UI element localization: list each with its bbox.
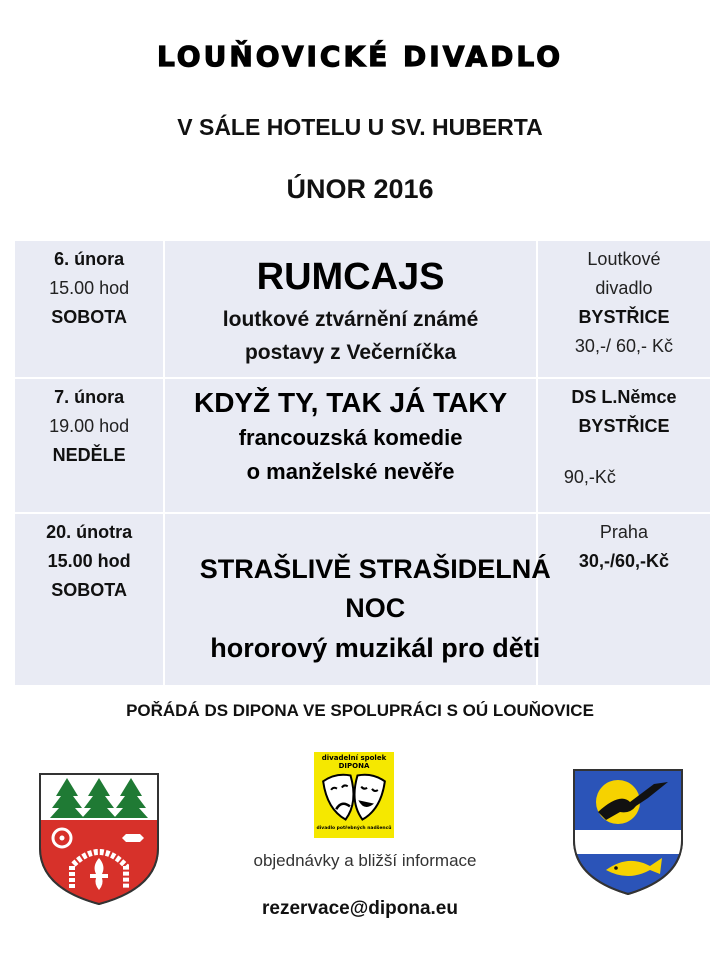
event-price: 90,-Kč (563, 467, 616, 487)
event-date: 7. února (54, 387, 125, 407)
event-group-cell (537, 240, 711, 378)
event-time: 19.00 hod (49, 416, 130, 436)
event-desc: postavy z Večerníčka (244, 341, 457, 364)
event-title: RUMCAJS (256, 256, 445, 298)
event-date-cell (14, 240, 164, 378)
lounovice-crest-logo (36, 770, 162, 908)
event-day: SOBOTA (51, 307, 127, 327)
dipona-logo-bottom: divadlo potřebných nadšenců (316, 826, 392, 831)
table-row (14, 513, 711, 686)
event-title-cell (164, 513, 551, 686)
program-table (13, 239, 712, 687)
dipona-logo-top: divadelní spolek (321, 754, 387, 762)
event-day: NEDĚLE (52, 445, 126, 465)
event-date: 6. února (54, 249, 125, 269)
event-time: 15.00 hod (49, 278, 130, 298)
dipona-logo-name: DIPONA (338, 762, 370, 770)
dipona-logo (314, 752, 394, 838)
event-price: 30,-/60,-Kč (578, 551, 669, 571)
event-desc: hororový muzikál pro děti (210, 633, 541, 663)
event-desc: francouzská komedie (238, 425, 463, 450)
event-time: 15.00 hod (47, 551, 131, 571)
municipal-crest-logo (570, 766, 686, 898)
event-town: BYSTŘICE (578, 416, 670, 436)
event-group: DS L.Němce (571, 387, 677, 407)
event-title-cell (164, 378, 537, 513)
event-town: BYSTŘICE (578, 307, 670, 327)
event-group: Praha (599, 522, 648, 542)
event-title-cont: NOC (345, 593, 406, 623)
organizer-line: POŘÁDÁ DS DIPONA VE SPOLUPRÁCI S OÚ LOUŇOVICE (126, 701, 594, 720)
table-row (14, 240, 711, 378)
event-price: 30,-/ 60,- Kč (574, 336, 673, 356)
event-date-cell (14, 513, 164, 686)
event-desc: o manželské nevěře (246, 459, 455, 484)
theatre-masks-icon (321, 770, 387, 826)
venue-line: V SÁLE HOTELU U SV. HUBERTA (177, 114, 543, 140)
event-title-cell (164, 240, 537, 378)
event-desc: loutkové ztvárnění známé (222, 308, 479, 331)
event-date-cell (14, 378, 164, 513)
info-line: objednávky a bližší informace (253, 851, 477, 870)
event-title: KDYŽ TY, TAK JÁ TAKY (193, 387, 508, 418)
event-group: divadlo (595, 278, 653, 298)
event-date: 20. únotra (46, 522, 133, 542)
poster-title: LOUŇOVICKÉ DIVADLO (156, 40, 564, 73)
event-day: SOBOTA (51, 580, 127, 600)
reservation-email[interactable]: rezervace@dipona.eu (262, 898, 458, 919)
event-title: STRAŠLIVĚ STRAŠIDELNÁ (199, 554, 551, 584)
event-group-cell (537, 378, 711, 513)
table-row (14, 378, 711, 513)
event-group: Loutkové (587, 249, 661, 269)
month-line: ÚNOR 2016 (286, 174, 434, 204)
